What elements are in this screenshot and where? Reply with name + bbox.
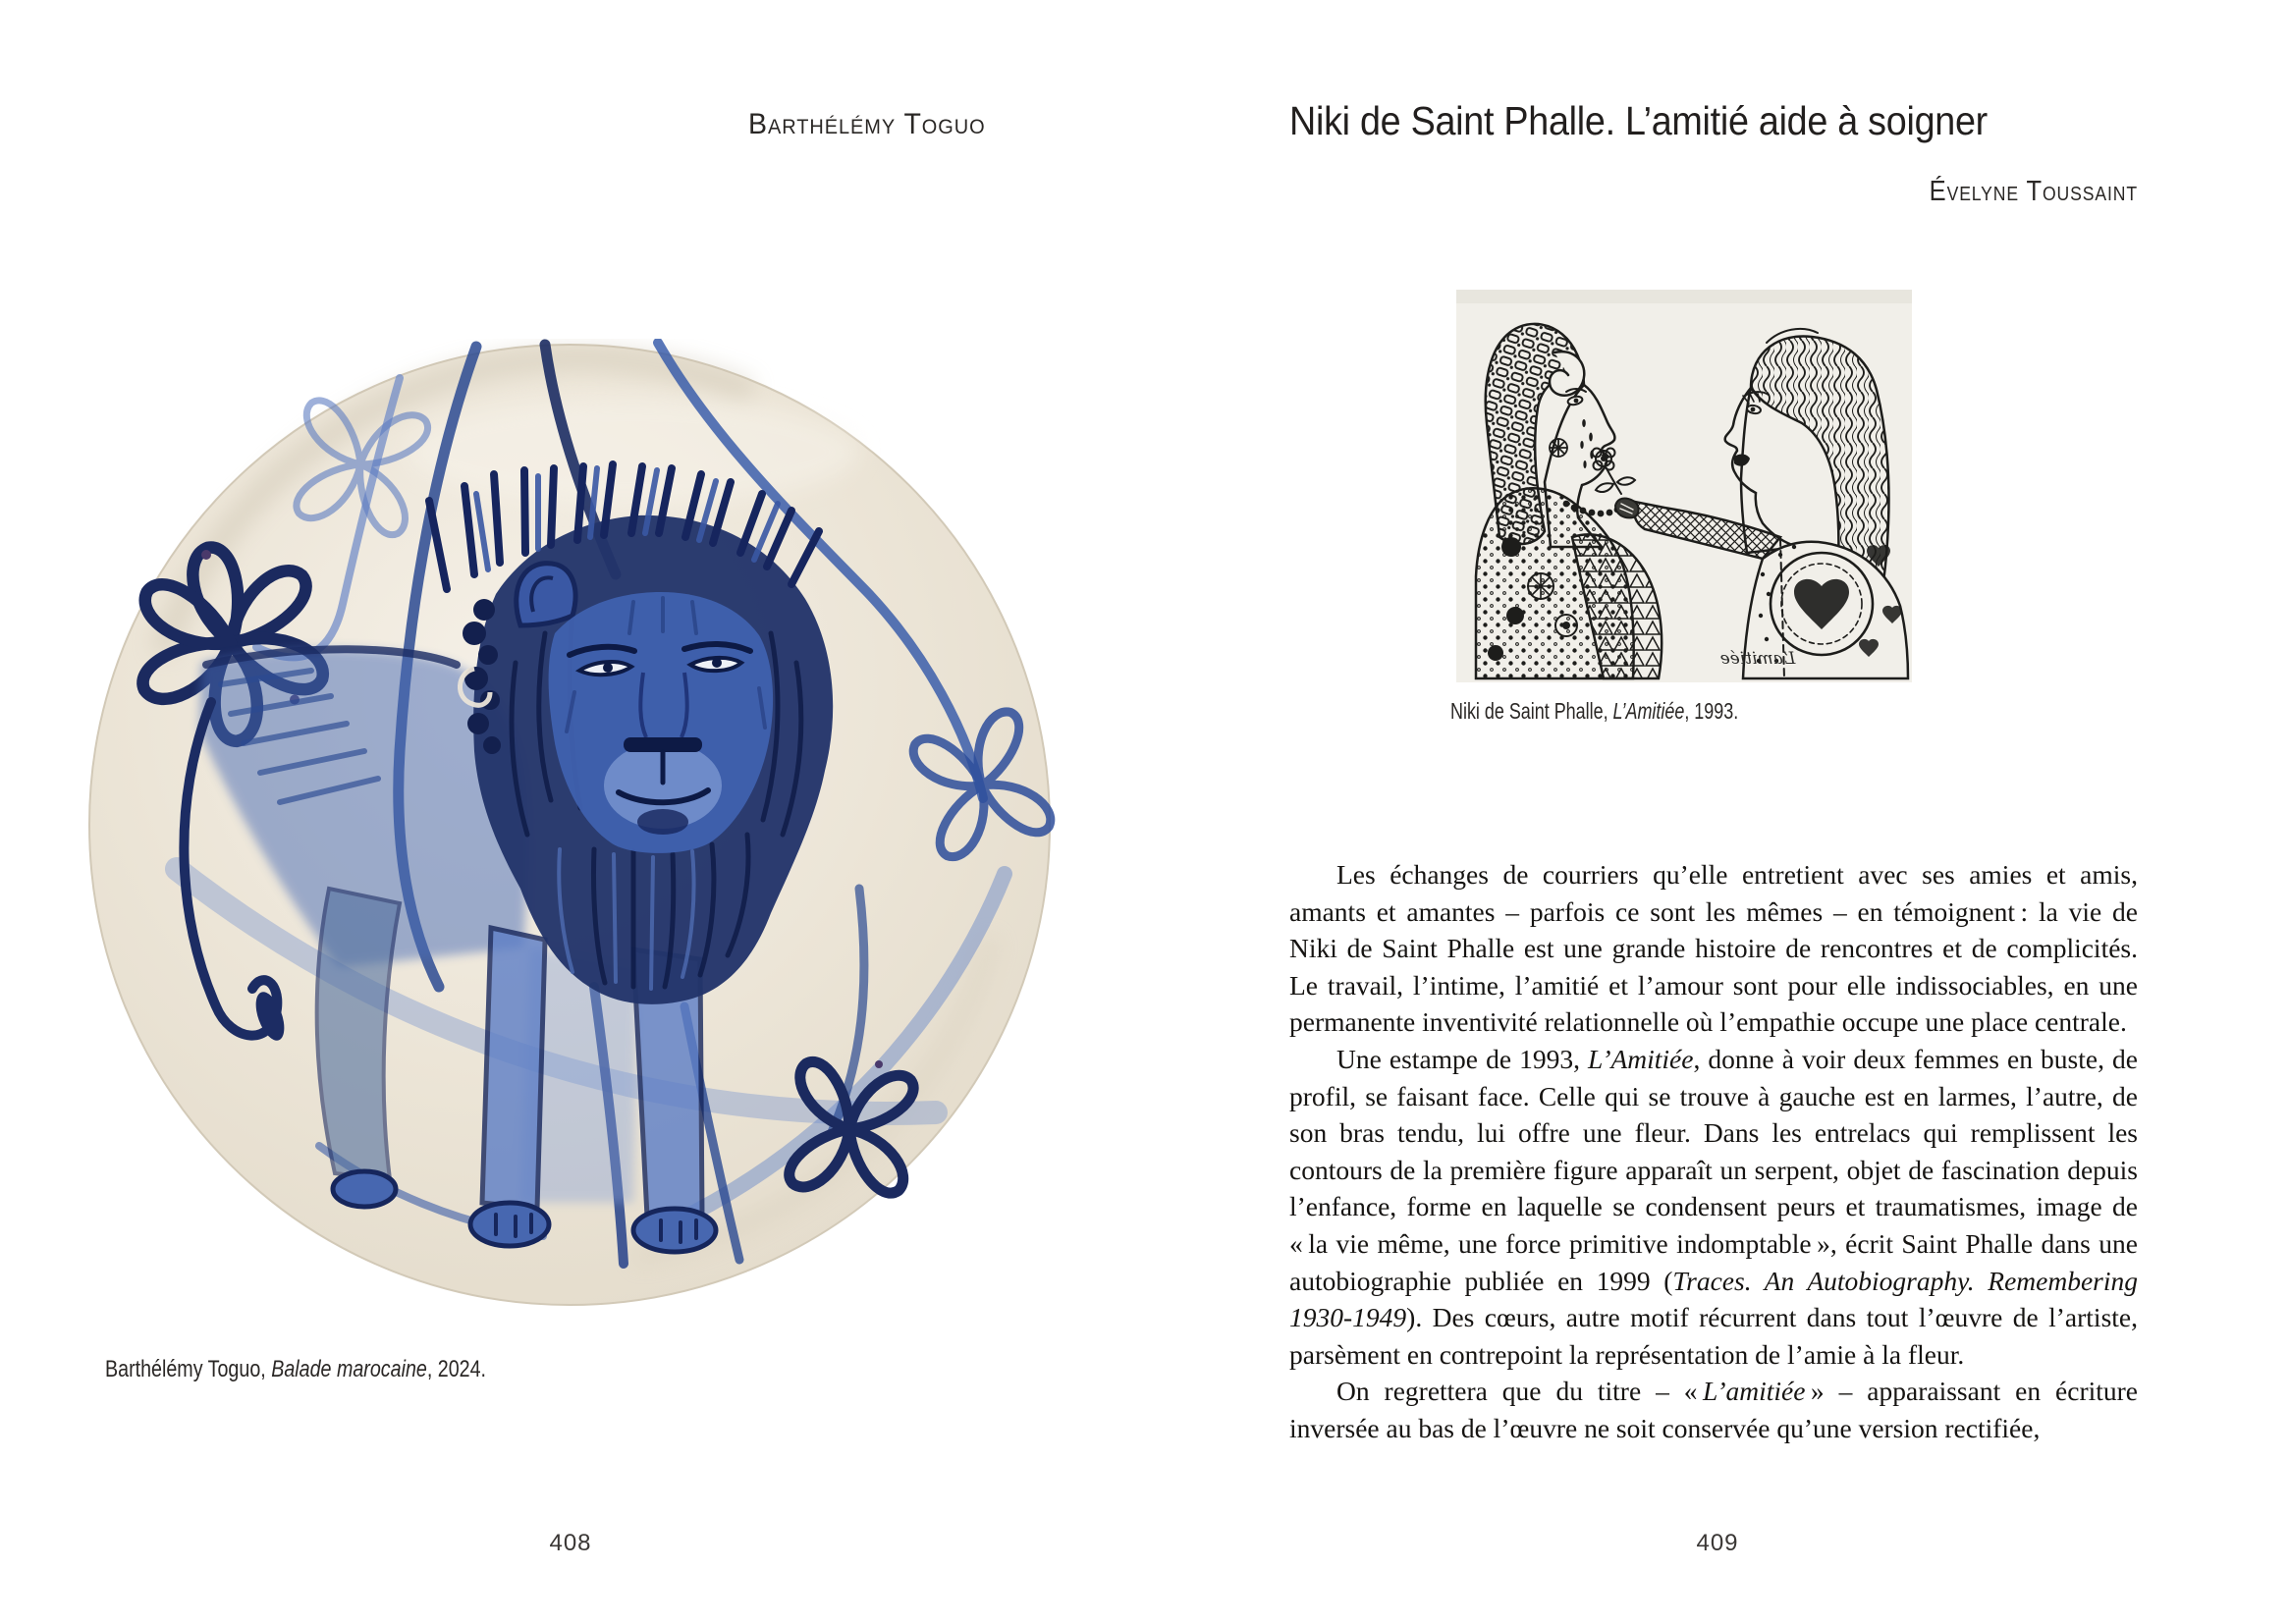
drawing-photo	[1456, 290, 1912, 682]
chapter-author: Évelyne Toussaint	[1929, 176, 2138, 207]
cheek-rosette	[1550, 439, 1567, 457]
text-segment: ). Des cœurs, autre motif récurrent dans tout l’œuvre de l’artiste, parsèment en contrepoint la représentation de l’amie à la fleur.	[1289, 1302, 2138, 1370]
chapter-title: Niki de Saint Phalle. L’amitié aide à soigner	[1289, 98, 1988, 143]
text-segment: On regrettera que du titre – «	[1336, 1376, 1704, 1407]
text-segment: , donne à voir deux femmes en buste, de profil, se faisant face. Celle qui se trouve à gauche est en larmes, l’autre, de son bras tendu, lui offre une fleur. Dans les entrelacs qui remplissent les contours de la première figure apparaît un serpent, objet de fascination depuis l’enfance, forme en laquelle se condensent peurs et traumatismes, image de « la vie même, une force primitive indomptable », écrit Saint Phalle dans une autobiographie publiée en 1999 (	[1289, 1043, 2138, 1296]
paragraph-2	[1289, 1041, 2138, 1373]
caption-work-title: L’Amitiée	[1612, 698, 1685, 724]
left-running-head: Barthélémy Toguo	[748, 108, 986, 140]
paragraph-3	[1289, 1373, 2138, 1446]
essay-body	[1289, 856, 2138, 1447]
mirrored-signature	[1720, 649, 1797, 669]
page-number-right: 409	[1696, 1530, 1739, 1556]
svg-text:L’amitiée: L’amitiée	[1719, 649, 1796, 669]
page-number-left: 408	[549, 1530, 592, 1556]
text-segment: » – apparaissant en écriture inversée au bas de l’œuvre ne soit conservée qu’une version rectifiée,	[1289, 1376, 2138, 1443]
plate-photo	[83, 339, 1056, 1311]
text-segment: Les échanges de courriers qu’elle entretient avec ses amies et amis, amants et amantes – parfois ce sont les mêmes – en témoignent : la vie de Niki de Saint Phalle est une grande histoire de rencontres et de complicités. Le travail, l’intime, l’amitié et l’amour sont pour elle indissociables, en une permanente inventivité relationnelle où l’empathie occupe une place centrale.	[1289, 859, 2138, 1038]
caption-artist: Barthélémy Toguo,	[105, 1356, 272, 1382]
right-figure-caption	[1450, 698, 1738, 725]
caption-year: , 1993.	[1684, 698, 1739, 724]
caption-year: , 2024.	[426, 1356, 487, 1382]
caption-artist: Niki de Saint Phalle,	[1450, 698, 1613, 724]
paragraph-1	[1289, 856, 2138, 1041]
text-segment-italic: L’Amitiée	[1588, 1043, 1694, 1074]
hand	[1615, 499, 1639, 518]
text-segment: Une estampe de 1993,	[1336, 1043, 1589, 1074]
text-segment-italic: Traces. An Autobiography. Remembering 1930-1949	[1289, 1265, 2138, 1333]
caption-work-title: Balade marocaine	[271, 1356, 427, 1382]
left-figure-caption	[105, 1356, 486, 1383]
text-segment-italic: L’amitiée	[1703, 1376, 1806, 1407]
